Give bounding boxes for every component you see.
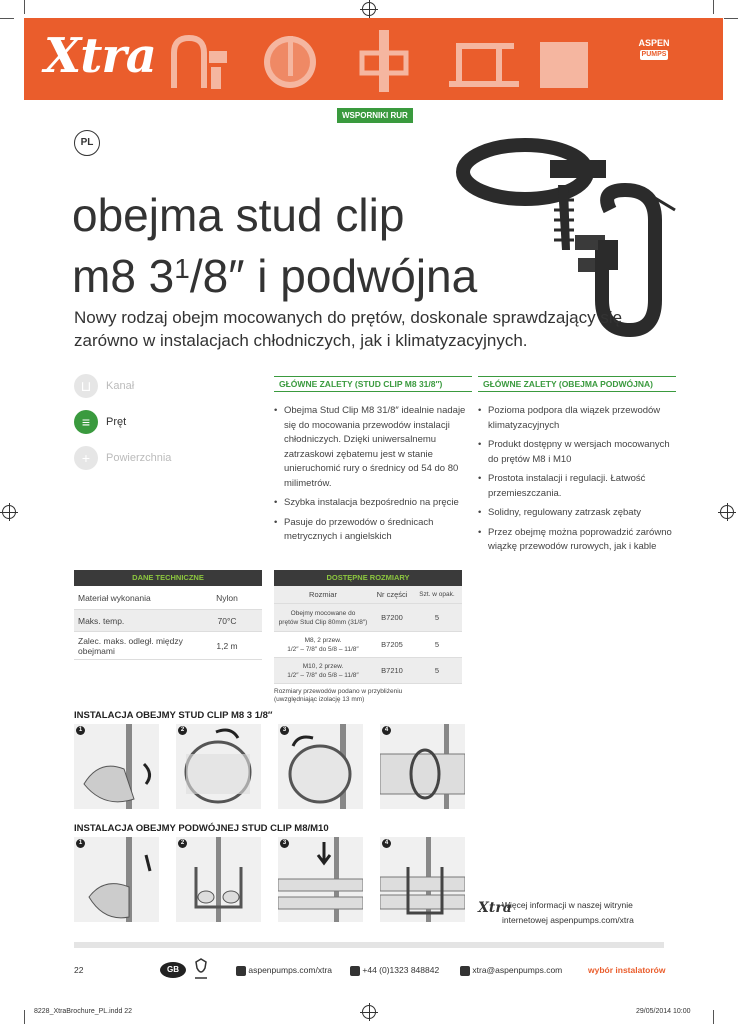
step-number: 4: [382, 839, 391, 848]
royal-award-icon: [193, 958, 209, 980]
subtitle: Nowy rodzaj obejm mocowanych do prętów, doskonale sprawdzający się zarówno w instalacjach chłodniczych, jak i klimatyzacyjnych.: [74, 308, 623, 350]
table-cell: [274, 662, 372, 680]
page-title: [72, 188, 477, 303]
aspen-logo: [637, 38, 671, 60]
size-line: 1/2″ – 7/8″ do 5/8 – 11/8″: [287, 671, 359, 679]
sizes-note: Rozmiary przewodów podano w przybliżeniu (uwzględniając izolację 13 mm): [274, 688, 403, 703]
step-number: 1: [76, 839, 85, 848]
step-number: 4: [382, 726, 391, 735]
size-line: prętów Stud Clip 80mm (31/8″): [278, 618, 368, 626]
install-step-image: [278, 724, 363, 809]
list-item: • Obejma Stud Clip M8 31/8″ idealnie nadaje się do mocowania przewodów instalacji chłodniczych. Dzięki uniwersalnemu zatrzaskowi zębatemu jest w stanie unieruchomić rury o średnicy od 54 do 80 milimetrów.: [274, 404, 472, 491]
more-info-line: Więcej informacji w naszej witrynie: [502, 900, 633, 910]
rod-icon: ≡: [74, 410, 98, 434]
sizes-heading: DOSTĘPNE ROZMIARY: [274, 570, 462, 586]
table-cell: B7200: [381, 613, 403, 622]
footer-phone-text: +44 (0)1323 848842: [362, 965, 440, 975]
pipe-bracket-icon: [164, 33, 244, 93]
table-cell: 5: [434, 666, 440, 675]
step-number: 2: [178, 839, 187, 848]
mount-option-channel: [74, 374, 134, 398]
crop-mark: [0, 18, 14, 19]
table-cell: 5: [434, 613, 440, 622]
table-row: [274, 658, 462, 684]
step-number: 1: [76, 726, 85, 735]
table-cell: Materiał wykonania: [78, 592, 151, 603]
table-cell: B7210: [381, 666, 403, 675]
table-cell: Nylon: [216, 592, 238, 603]
mount-option-label: Powierzchnia: [106, 452, 172, 464]
phone-icon: [350, 966, 360, 976]
install-step-image: [74, 837, 159, 922]
install-illustration: [278, 837, 363, 922]
title-line-2-main: m8 3: [72, 250, 175, 302]
table-cell: Zalec. maks. odległ. między obejmami: [78, 635, 183, 656]
mount-option-label: Pręt: [106, 416, 127, 428]
install-step-image: [176, 724, 261, 809]
list-item: • Przez obejmę można poprowadzić zarówno wiązkę przewodów rurowych, jak i kable: [478, 526, 676, 555]
install-step-image: [380, 724, 465, 809]
size-line: Obejmy mocowane do: [290, 609, 356, 617]
install-stud-heading: INSTALACJA OBEJMY STUD CLIP M8 3 1/8″: [74, 710, 273, 721]
list-item: • Pasuje do przewodów o średnicach metrycznych i angielskich: [274, 516, 472, 545]
install-illustration: [380, 724, 465, 809]
xtra-logo: Xtra: [44, 28, 156, 84]
footer-email-text: xtra@aspenpumps.com: [472, 965, 563, 975]
column-header: Rozmiar: [309, 590, 337, 599]
print-file-info: 8228_XtraBrochure_PL.indd 22: [34, 1008, 133, 1015]
column-header: Nr części: [376, 590, 408, 599]
tech-data-heading: DANE TECHNICZNE: [74, 570, 262, 586]
tech-data-table: [74, 570, 262, 660]
category-tag: WSPORNIKI RUR: [337, 108, 413, 123]
size-line: M10, 2 przew.: [302, 662, 344, 670]
install-illustration: [74, 837, 159, 922]
table-cell: 5: [434, 640, 440, 649]
install-illustration: [380, 837, 465, 922]
footer-web-text: aspenpumps.com/xtra: [248, 965, 332, 975]
size-line: 1/2″ – 7/8″ do 5/8 – 11/8″: [287, 645, 359, 653]
footer-divider: [74, 942, 664, 948]
registration-mark: [2, 505, 16, 519]
footer-phone[interactable]: [350, 965, 439, 976]
table-header-row: [274, 586, 462, 604]
footer-web[interactable]: [236, 965, 332, 976]
list-item: • Solidny, regulowany zatrzask zębaty: [478, 506, 676, 521]
benefits-list: [478, 404, 676, 555]
install-illustration: [176, 724, 261, 809]
mount-option-rod: [74, 410, 126, 434]
aspen-logo-pumps: PUMPS: [641, 51, 667, 58]
crop-mark: [24, 1010, 25, 1024]
title-line-2-rest: /8″ i podwójna: [189, 250, 478, 302]
xtra-small-logo: Xtra: [478, 900, 512, 916]
footer-email[interactable]: [460, 965, 562, 976]
install-illustration: [74, 724, 159, 809]
install-illustration: [176, 837, 261, 922]
surface-icon: +: [74, 446, 98, 470]
list-item: • Szybka instalacja bezpośrednio na pręcie: [274, 496, 472, 511]
page-number: 22: [74, 965, 84, 975]
aspen-logo-text: ASPEN: [638, 38, 670, 48]
mouse-icon: [236, 966, 246, 976]
disc-icon: [260, 32, 320, 92]
mount-option-label: Kanał: [106, 380, 135, 392]
table-row: [274, 632, 462, 658]
benefits-double-clip: [478, 376, 676, 560]
table-row: [74, 586, 262, 610]
crop-mark: [24, 0, 25, 14]
step-number: 3: [280, 839, 289, 848]
table-cell: B7205: [381, 640, 403, 649]
table-row: [74, 610, 262, 632]
crop-mark: [713, 0, 714, 14]
more-info-line: internetowej aspenpumps.com/xtra: [502, 915, 634, 925]
channel-icon: ⊔: [74, 374, 98, 398]
crop-mark: [713, 1010, 714, 1024]
mount-option-surface: [74, 446, 171, 470]
install-step-image: [278, 837, 363, 922]
step-number: 3: [280, 726, 289, 735]
title-fraction-numerator: 1: [174, 253, 190, 284]
threaded-rod-icon: [354, 28, 414, 94]
benefits-heading: GŁÓWNE ZALETY (OBEJMA PODWÓJNA): [478, 376, 676, 392]
table-cell: 70°C: [217, 615, 237, 626]
install-step-image: [176, 837, 261, 922]
benefits-stud-clip: [274, 376, 472, 550]
language-badge: PL: [74, 130, 100, 156]
install-step-image: [74, 724, 159, 809]
step-number: 2: [178, 726, 187, 735]
support-stand-icon: [444, 34, 524, 94]
email-icon: [460, 966, 470, 976]
table-cell: 1,2 m: [216, 640, 238, 651]
registration-mark: [362, 1005, 376, 1019]
sizes-table: [274, 570, 462, 704]
list-item: • Pozioma podpora dla wiązek przewodów klimatyzacyjnych: [478, 404, 676, 433]
install-double-heading: INSTALACJA OBEJMY PODWÓJNEJ STUD CLIP M8/M10: [74, 823, 329, 834]
install-step-image: [380, 837, 465, 922]
gb-badge: GB: [160, 962, 186, 978]
benefits-heading: GŁÓWNE ZALETY (STUD CLIP M8 31/8″): [274, 376, 472, 392]
crop-mark: [724, 18, 738, 19]
column-header: Szt. w opak.: [419, 591, 455, 598]
table-row: [274, 604, 462, 632]
list-item: • Prostota instalacji i regulacji. Łatwość przemieszczania.: [478, 472, 676, 501]
benefits-list: [274, 404, 472, 545]
table-cell: [274, 609, 372, 627]
title-line-1: obejma stud clip: [72, 189, 405, 241]
print-date-info: 29/05/2014 10:00: [636, 1008, 691, 1015]
table-row: [74, 632, 262, 660]
more-info-text: [502, 898, 634, 928]
registration-mark: [720, 505, 734, 519]
footer-tagline: wybór instalatorów: [588, 965, 666, 975]
size-line: M8, 2 przew.: [304, 636, 342, 644]
block-icon: [534, 34, 594, 94]
title-line-2: [72, 242, 477, 303]
table-cell: [274, 636, 372, 654]
registration-mark: [362, 2, 376, 16]
install-illustration: [278, 724, 363, 809]
table-cell: Maks. temp.: [78, 615, 125, 626]
list-item: • Produkt dostępny w wersjach mocowanych do prętów M8 i M10: [478, 438, 676, 467]
